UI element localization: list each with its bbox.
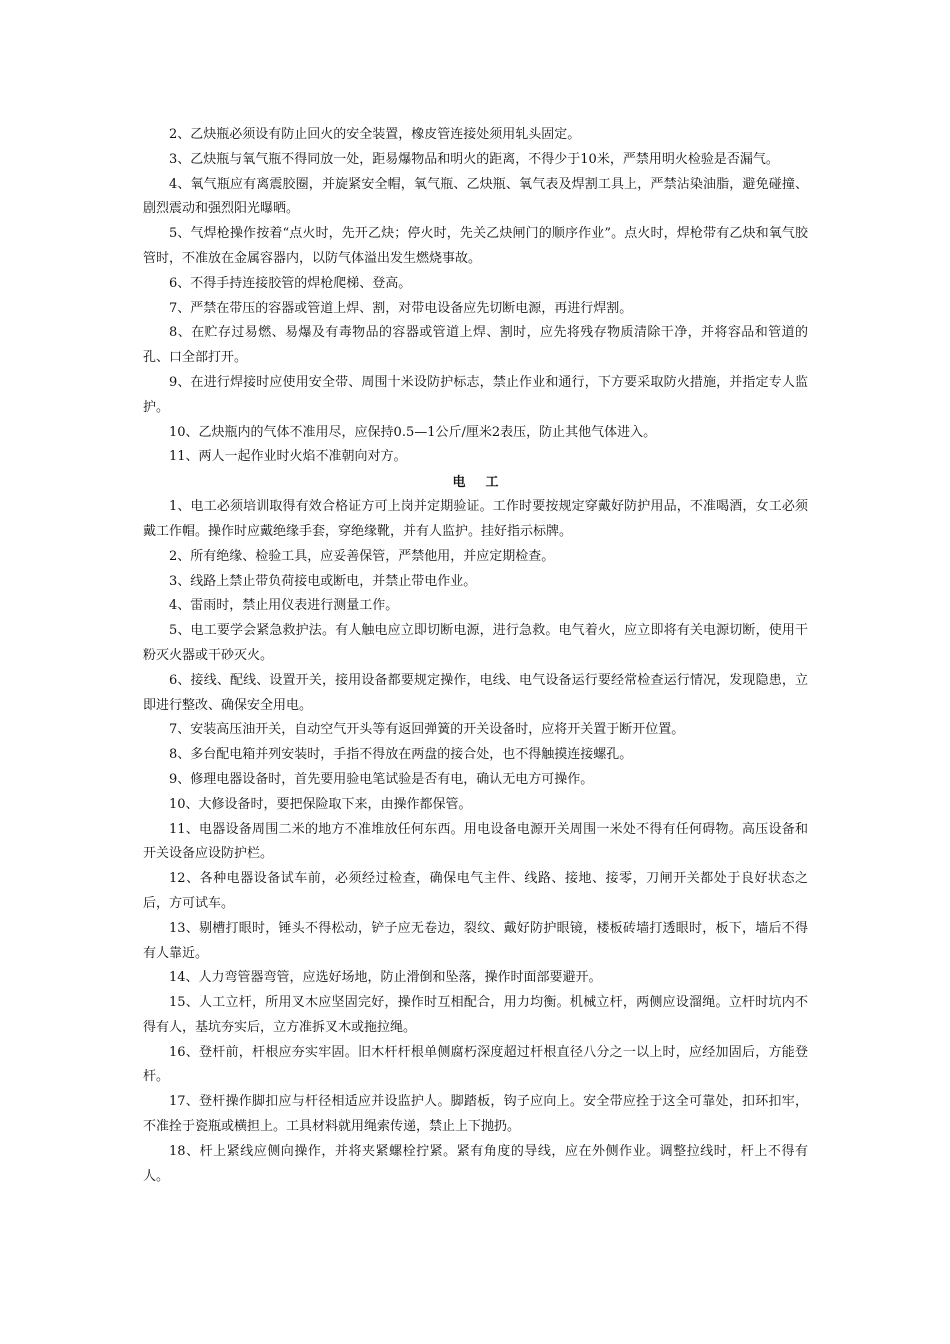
section-electrician [143, 495, 808, 1189]
list-item: 11、电器设备周围二米的地方不准堆放任何东西。用电设备电源开关周围一米处不得有任何碍物。高压设备和开关设备应设防护栏。 [143, 821, 808, 862]
list-item: 7、安装高压油开关，自动空气开头等有返回弹簧的开关设备时，应将开关置于断开位置。 [169, 722, 685, 738]
list-item: 14、人力弯管器弯管，应选好场地，防止滑倒和坠落，操作时面部要避开。 [169, 970, 602, 986]
section-gas-welding [143, 123, 808, 470]
list-item: 11、两人一起作业时火焰不准朝向对方。 [169, 449, 407, 465]
list-item: 7、严禁在带压的容器或管道上焊、割，对带电设备应先切断电源，再进行焊割。 [169, 300, 633, 316]
document-page [143, 123, 808, 1189]
list-item: 1、电工必须培训取得有效合格证方可上岗并定期验证。工作时要按规定穿戴好防护用品，不准喝酒，女工必须戴工作帽。操作时应戴绝缘手套，穿绝缘靴，并有人监护。挂好指示标牌。 [143, 499, 808, 539]
list-item: 5、电工要学会紧急救护法。有人触电应立即切断电源，进行急救。电气着火，应立即将有关电源切断，使用干粉灭火器或干砂灭火。 [143, 623, 808, 663]
list-item: 12、各种电器设备试车前，必须经过检查，确保电气主件、线路、接地、接零，刀闸开关都处于良好状态之后，方可试车。 [143, 871, 808, 911]
list-item: 6、接线、配线、设置开关，接用设备都要规定操作，电线、电气设备运行要经常检查运行情况，发现隐患，立即进行整改、确保安全用电。 [143, 672, 808, 713]
list-item: 4、氧气瓶应有离震胶圈，并旋紧安全帽，氧气瓶、乙炔瓶、氧气表及焊割工具上，严禁沾染油脂，避免碰撞、剧烈震动和强烈阳光曝晒。 [143, 176, 808, 217]
section-heading: 电工 [452, 475, 519, 491]
list-item: 9、修理电器设备时，首先要用验电笔试验是否有电，确认无电方可操作。 [169, 771, 594, 787]
list-item: 3、乙炔瓶与氧气瓶不得同放一处，距易爆物品和明火的距离，不得少于10米，严禁用明火检验是否漏气。 [169, 151, 779, 167]
list-item: 4、雷雨时，禁止用仪表进行测量工作。 [169, 598, 399, 614]
list-item: 2、所有绝缘、检验工具，应妥善保管，严禁他用，并应定期检查。 [169, 548, 555, 564]
list-item: 18、杆上紧线应侧向操作，并将夹紧螺栓拧紧。紧有角度的导线，应在外侧作业。调整拉线时，杆上不得有人。 [143, 1143, 808, 1184]
list-item: 17、登杆操作脚扣应与杆径相适应并设监护人。脚踏板，钩子应向上。安全带应拴于这全可靠处，扣环扣牢，不准拴于瓷瓶或横担上。工具材料就用绳索传递，禁止上下抛扔。 [143, 1094, 808, 1135]
list-item: 15、人工立杆，所用叉木应坚固完好，操作时互相配合，用力均衡。机械立杆，两侧应设溜绳。立杆时坑内不得有人，基坑夯实后，立方准拆叉木或拖拉绳。 [143, 995, 808, 1035]
list-item: 10、乙炔瓶内的气体不准用尽，应保持0.5—1公斤/厘米2表压，防止其他气体进入。 [169, 424, 657, 440]
list-item: 5、气焊枪操作按着“点火时，先开乙炔；停火时，先关乙炔闸门的顺序作业”。点火时，焊枪带有乙炔和氧气胶管时，不准放在金属容器内，以防气体溢出发生燃烧事故。 [143, 226, 808, 266]
list-item: 16、登杆前，杆根应夯实牢固。旧木杆杆根单侧腐朽深度超过杆根直径八分之一以上时，应经加固后，方能登杆。 [143, 1044, 808, 1085]
list-item: 9、在进行焊接时应使用安全带、周围十米设防护标志，禁止作业和通行，下方要采取防火措施，并指定专人监护。 [143, 374, 808, 415]
list-item: 10、大修设备时，要把保险取下来，由操作都保管。 [169, 796, 472, 812]
list-item: 13、剔槽打眼时，锤头不得松动，铲子应无卷边，裂纹、戴好防护眼镜，楼板砖墙打透眼时，板下，墙后不得有人靠近。 [143, 920, 808, 961]
list-item: 8、多台配电箱并列安装时，手指不得放在两盘的接合处，也不得触摸连接螺孔。 [169, 747, 633, 763]
list-item: 8、在贮存过易燃、易爆及有毒物品的容器或管道上焊、割时，应先将残存物质清除干净，并将容品和管道的孔、口全部打开。 [143, 325, 808, 366]
list-item: 2、乙炔瓶必须设有防止回火的安全装置，橡皮管连接处须用轧头固定。 [169, 127, 581, 142]
list-item: 6、不得手持连接胶管的焊枪爬梯、登高。 [169, 275, 412, 291]
list-item: 3、线路上禁止带负荷接电或断电，并禁止带电作业。 [169, 573, 477, 589]
